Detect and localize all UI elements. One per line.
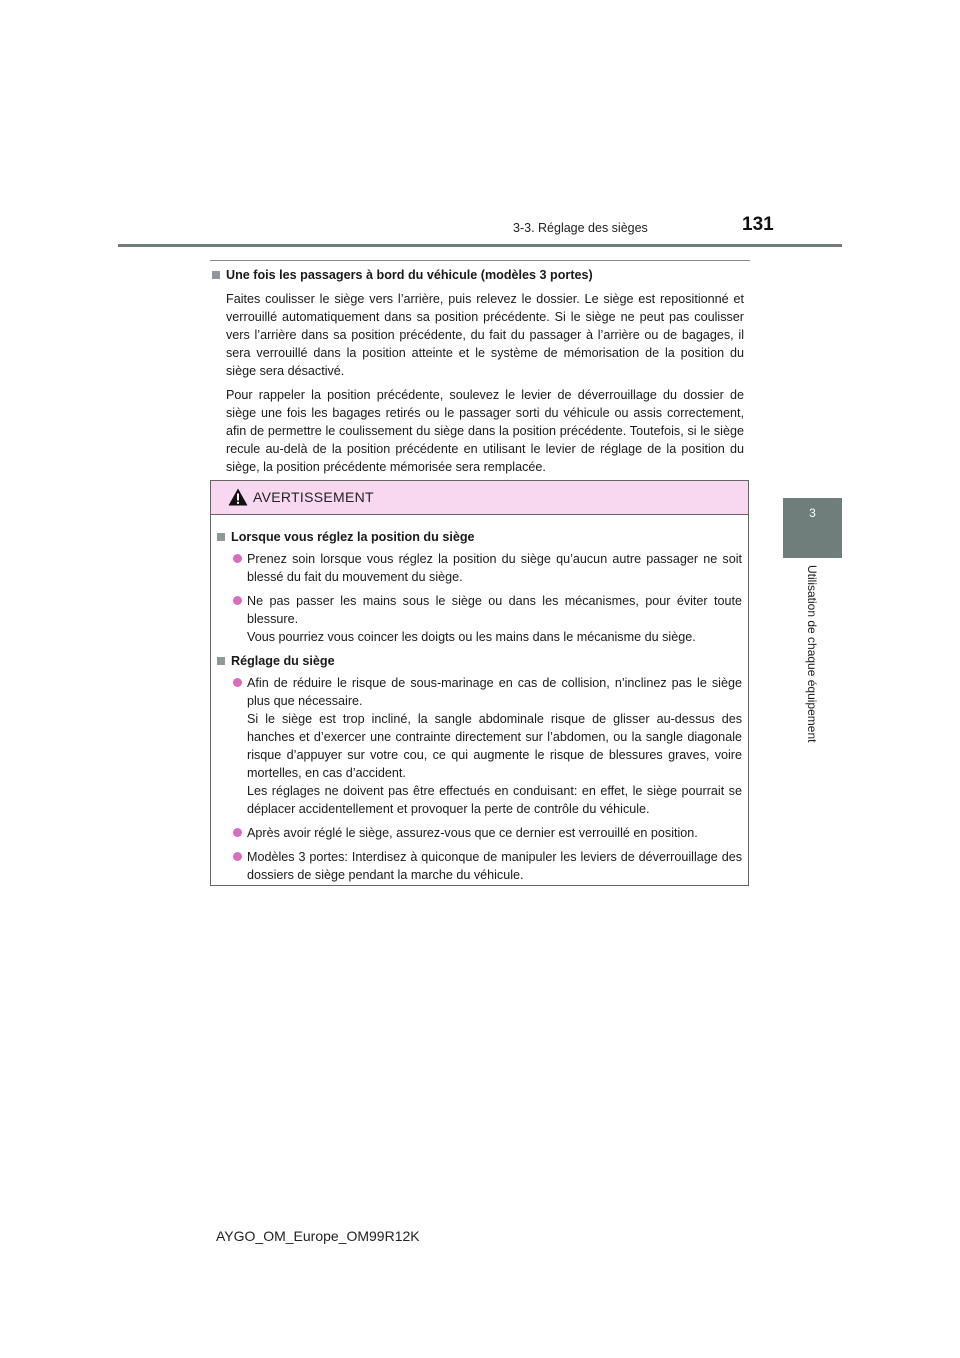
warning-item-text: Après avoir réglé le siège, assurez-vous que ce dernier est verrouillé en position. (247, 826, 698, 840)
warning-item-text: Les réglages ne doivent pas être effectués en conduisant: en effet, le siège pourrait se déplacer accidentellement et provoquer la perte de contrôle du véhicule. (247, 784, 742, 816)
round-bullet-icon (233, 852, 242, 861)
header-divider (118, 244, 842, 247)
warning-section-heading (217, 528, 742, 546)
chapter-tab (783, 498, 842, 558)
warning-section-heading (217, 652, 742, 670)
warning-item-text: Modèles 3 portes: Interdisez à quiconque de manipuler les leviers de déverrouillage des dossiers de siège pendant la marche du véhicule. (247, 850, 742, 882)
round-bullet-icon (233, 554, 242, 563)
warning-item (217, 824, 742, 842)
header-section-title: 3-3. Réglage des sièges (513, 221, 648, 235)
round-bullet-icon (233, 596, 242, 605)
content-heading-text: Une fois les passagers à bord du véhicule (modèles 3 portes) (226, 268, 593, 282)
warning-section-heading-text: Réglage du siège (231, 654, 335, 668)
page-number: 131 (742, 214, 774, 235)
square-bullet-icon (217, 533, 225, 541)
warning-item (217, 848, 742, 884)
warning-box (210, 480, 749, 886)
warning-item-text: Prenez soin lorsque vous réglez la position du siège qu’aucun autre passager ne soit blessé du fait du mouvement du siège. (247, 552, 742, 584)
content-paragraph: Faites coulisser le siège vers l’arrière, puis relevez le dossier. Le siège est repositionné et verrouillé automatiquement dans sa position précédente. Si le siège ne peut pas coulisser vers l’arrière dans sa position précédente, du fait du passager à l’arrière ou de bagages, il sera verrouillé dans la position atteinte et le système de mémorisation de la position du siège sera désactivé. (226, 292, 744, 378)
warning-triangle-icon (228, 488, 248, 506)
square-bullet-icon (212, 271, 220, 279)
warning-item-text: Afin de réduire le risque de sous-marinage en cas de collision, n’inclinez pas le siège plus que nécessaire. (247, 676, 742, 708)
chapter-tab-number: 3 (809, 506, 816, 520)
round-bullet-icon (233, 678, 242, 687)
warning-item-text: Vous pourriez vous coincer les doigts ou les mains dans le mécanisme du siège. (247, 630, 696, 644)
content-heading (212, 266, 744, 284)
warning-header (211, 481, 748, 515)
content-divider (210, 260, 750, 261)
square-bullet-icon (217, 657, 225, 665)
warning-body (211, 515, 748, 884)
warning-item (217, 674, 742, 818)
warning-item-text: Si le siège est trop incliné, la sangle abdominale risque de glisser au-dessus des hanches et d’exercer une contrainte directement sur l’abdomen, ou la sangle diagonale risque d’appuyer sur votre cou, ce qui augmente le risque de blessures graves, voire mortelles, en cas d’accident. (247, 712, 742, 780)
content-body (212, 266, 744, 476)
chapter-title: Utilisation de chaque équipement (805, 565, 819, 743)
warning-section-heading-text: Lorsque vous réglez la position du siège (231, 530, 475, 544)
content-paragraph: Pour rappeler la position précédente, soulevez le levier de déverrouillage du dossier de siège une fois les bagages retirés ou le passager sorti du véhicule ou assis correctement, afin de permettre le coulissement du siège dans la position précédente. Toutefois, si le siège recule au-delà de la position précédente en utilisant le levier de réglage de la position du siège, la position précédente mémorisée sera remplacée. (226, 388, 744, 474)
warning-title: AVERTISSEMENT (253, 489, 374, 505)
warning-item-text: Ne pas passer les mains sous le siège ou dans les mécanismes, pour éviter toute blessure. (247, 594, 742, 626)
round-bullet-icon (233, 828, 242, 837)
warning-item (217, 550, 742, 586)
footer-doc-code: AYGO_OM_Europe_OM99R12K (216, 1228, 420, 1244)
warning-item (217, 592, 742, 646)
